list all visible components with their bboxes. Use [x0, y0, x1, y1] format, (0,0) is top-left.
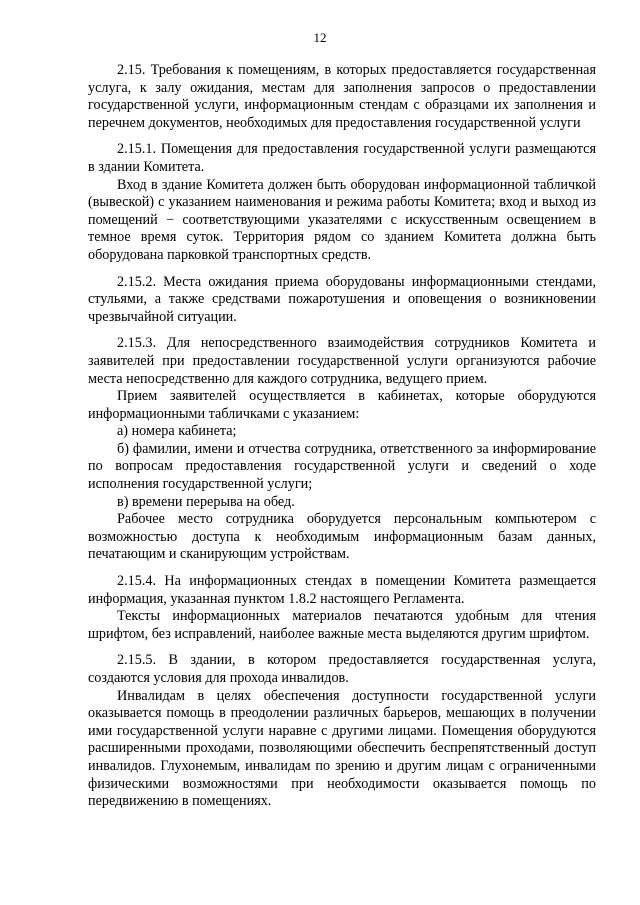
list-item-b: б) фамилии, имени и отчества сотрудника, ответственного за информирование по вопросам предоставления государственной услуги и сведений о ходе исполнения государственной услуги;: [88, 440, 596, 493]
list-item-c: в) времени перерыва на обед.: [117, 493, 295, 510]
paragraph-disabled-assistance: Инвалидам в целях обеспечения доступности государственной услуги оказывается помощь в преодолении различных барьеров, мешающих в получении ими государственной услуги наравне с другими лицами. Помещения оборудуются расширенными проходами, позволяющими обеспечить беспрепятственный доступ инвалидов. Глухонемым, инвалидам по зрению и другим лицам с ограниченными физическими возможностями при необходимости оказывается помощь по передвижению в помещениях.: [88, 687, 596, 810]
paragraph-2-15-5: 2.15.5. В здании, в котором предоставляется государственная услуга, создаются условия для прохода инвалидов.: [88, 652, 596, 686]
paragraph-texts-fonts: Тексты информационных материалов печатаются удобным для чтения шрифтом, без исправлений, наиболее важные места выделяются другим шрифтом.: [88, 608, 596, 642]
paragraph-2-15-1: 2.15.1. Помещения для предоставления государственной услуги размещаются в здании Комитета.: [88, 141, 596, 175]
paragraph-2-15-3: 2.15.3. Для непосредственного взаимодействия сотрудников Комитета и заявителей при предоставлении государственной услуги организуются рабочие места непосредственно для каждого сотрудника, ведущего прием.: [88, 335, 596, 387]
list-item-a: а) номера кабинета;: [117, 423, 237, 440]
paragraph-reception-offices: Прием заявителей осуществляется в кабинетах, которые оборудуются информационными табличками с указанием:: [88, 388, 596, 422]
section-heading-2-15: 2.15. Требования к помещениям, в которых предоставляется государственная услуга, к залу ожидания, местам для заполнения запросов о предоставлении государственной услуги, информационным стендам с образцами их заполнения и перечнем документов, необходимых для предоставления государственной услуги: [88, 62, 596, 131]
document-body: [88, 62, 596, 811]
paragraph-entrance-signage: Вход в здание Комитета должен быть оборудован информационной табличкой (вывеской) с указанием наименования и режима работы Комитета; вход и выход из помещений − соответствующими указателями с искусственным освещением в темное время суток. Территория рядом со зданием Комитета должна быть оборудована парковкой транспортных средств.: [88, 176, 596, 263]
page-number: 12: [313, 30, 327, 45]
paragraph-workstation: Рабочее место сотрудника оборудуется персональным компьютером с возможностью доступа к необходимым информационным базам данных, печатающим и сканирующим устройствам.: [88, 511, 596, 563]
paragraph-2-15-4: 2.15.4. На информационных стендах в помещении Комитета размещается информация, указанная пунктом 1.8.2 настоящего Регламента.: [88, 573, 596, 607]
paragraph-2-15-2: 2.15.2. Места ожидания приема оборудованы информационными стендами, стульями, а также средствами пожаротушения и оповещения о возникновении чрезвычайной ситуации.: [88, 273, 596, 325]
